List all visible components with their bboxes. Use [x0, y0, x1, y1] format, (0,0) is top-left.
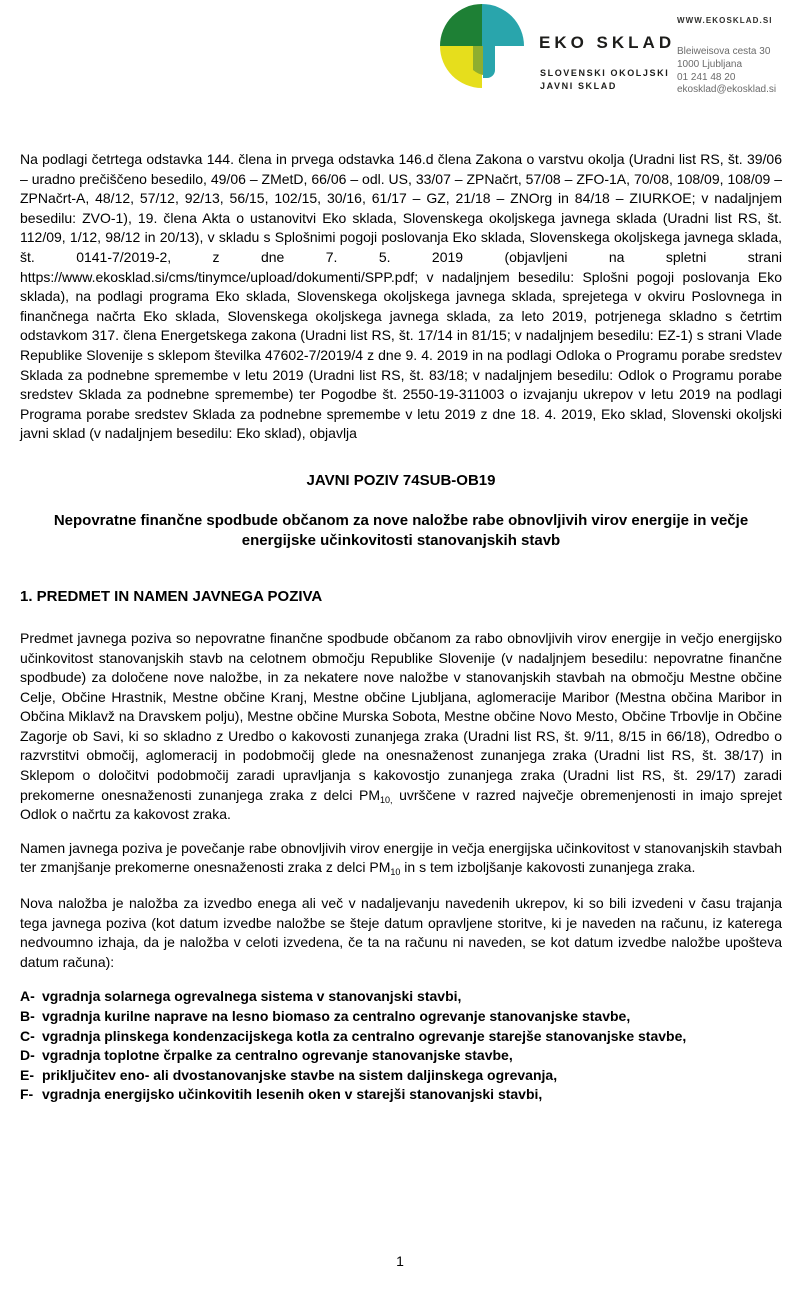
pm10-subscript: 10	[390, 867, 401, 878]
paragraph-namen	[20, 839, 782, 878]
brand-title: EKO SKLAD	[539, 33, 676, 52]
measure-label: A-	[20, 988, 35, 1005]
measure-text: vgradnja kurilne naprave na lesno biomaso za centralno ogrevanje stanovanjske stavbe,	[42, 1008, 631, 1024]
address-city: 1000 Ljubljana	[677, 58, 743, 70]
section-1-heading: 1. PREDMET IN NAMEN JAVNEGA POZIVA	[20, 587, 323, 605]
measure-item-e	[20, 1066, 782, 1086]
brand-subtitle-line2: JAVNI SKLAD	[540, 81, 617, 91]
address-email: ekosklad@ekosklad.si	[677, 84, 777, 96]
paragraph-namen-text: Namen javnega poziva je povečanje rabe obnovljivih virov energije in večja energijska učinkovitost v stanovanjskih stavbah ter zmanjšanje prekomerne onesnaženosti zraka z delci PM	[20, 839, 782, 876]
measure-item-b	[20, 1007, 782, 1027]
intro-paragraph: Na podlagi četrtega odstavka 144. člena in prvega odstavka 146.d člena Zakona o varstvu okolja (Uradni list RS, št. 39/06 – uradno prečiščeno besedilo, 49/06 – ZMetD, 66/06 – odl. US, 33/07 – ZPNačrt, 57/08 – ZFO-1A, 70/08, 108/09, 108/09 – ZPNačrt-A, 48/12, 57/12, 92/13, 56/15, 102/15, 30/16, 61/17 – GZ, 21/18 – ZNOrg in 84/18 – ZIURKOE; v nadaljnjem besedilu: ZVO-1), 19. člena Akta o ustanovitvi Eko sklada, Slovenskega okoljskega javnega sklada (Uradni list RS, št. 112/09, 1/12, 98/12 in 20/13), v skladu s Splošnimi pogoji poslovanja Eko sklada, Slovenskega okoljskega javnega sklada, št. 0141-7/2019-2, z dne 7. 5. 2019 (objavljeni na spletni strani https://www.ekosklad.si/cms/tinymce/upload/dokumenti/SPP.pdf; v nadaljnjem besedilu: Splošni pogoji poslovanja Eko sklada), na podlagi programa Eko sklada, Slovenskega okoljskega javnega sklada, sprejetega v okviru Poslovnega in finančnega načrta Eko sklada, Slovenskega okoljskega javnega sklada, za leto 2019, potrjenega skladno s četrtim odstavkom 317. člena Energetskega zakona (Uradni list RS, št. 17/14 in 81/15; v nadaljnjem besedilu: EZ-1) s strani Vlade Republike Slovenije s sklepom številka 47602-7/2019/4 z dne 9. 4. 2019 in na podlagi Odloka o Programu porabe sredstev Sklada za podnebne spremembe v letu 2019 (Uradni list RS, št. 83/18; v nadaljnjem besedilu: Odlok o Programu porabe sredstev Sklada za podnebne spremembe) ter Pogodbe št. 2550-19-311003 o izvajanju ukrepov v letu 2019 na podlagi Programa porabe sredstev Sklada za podnebne spremembe v letu 2019 z dne 18. 4. 2019, Eko sklad, Slovenski okoljski javni sklad (v nadaljnjem besedilu: Eko sklad), objavlja	[20, 151, 782, 442]
measure-text: vgradnja solarnega ogrevalnega sistema v stanovanjski stavbi,	[42, 988, 462, 1005]
measure-item-c	[20, 1027, 782, 1047]
paragraph-predmet-text-2: uvrščene v razred največje obremenjenosti in imajo sprejet Odlok o načrtu za kakovost zraka.	[20, 786, 782, 823]
measure-label: B-	[20, 1008, 35, 1024]
eko-sklad-logo-icon	[437, 4, 525, 102]
address-street: Bleiweisova cesta 30	[677, 46, 771, 57]
measure-label: D-	[20, 1047, 35, 1064]
measure-item-d	[20, 1046, 782, 1066]
address-phone: 01 241 48 20	[677, 71, 736, 83]
contact-block	[677, 16, 797, 97]
brand-subtitle	[540, 67, 669, 93]
measure-text: vgradnja energijsko učinkovitih lesenih oken v starejši stanovanjski stavbi,	[42, 1086, 543, 1103]
paragraph-predmet	[20, 629, 782, 825]
document-title: JAVNI POZIV 74SUB-OB19	[306, 471, 496, 489]
brand-subtitle-line1: SLOVENSKI OKOLJSKI	[540, 68, 670, 78]
document-body	[20, 150, 782, 1105]
measure-text: vgradnja toplotne črpalke za centralno ogrevanje stanovanjske stavbe,	[42, 1047, 513, 1064]
measure-label: E-	[20, 1066, 34, 1083]
measure-label: C-	[20, 1027, 35, 1044]
pm10-subscript: 10,	[380, 794, 393, 805]
measure-label: F-	[20, 1086, 34, 1103]
measure-text: priključitev eno- ali dvostanovanjske stavbe na sistem daljinskega ogrevanja,	[42, 1066, 558, 1083]
paragraph-nova-nalozba: Nova naložba je naložba za izvedbo enega ali več v nadaljevanju navedenih ukrepov, ki so bili izvedeni v času trajanja tega javnega poziva (kot datum izvedbe naložbe se šteje datum opravljene storitve, ki je naveden na računu, iz katerega nedvoumno izhaja, da je naložba v celoti izvedena, če ta na računu ni naveden, se kot datum izvedbe naložbe upošteva datum računa):	[20, 895, 782, 970]
measure-item-f	[20, 1085, 782, 1105]
measure-item-a	[20, 987, 782, 1007]
document-subtitle: Nepovratne finančne spodbude občanom za nove naložbe rabe obnovljivih virov energije in večje energijske učinkovitosti stanovanjskih stavb	[53, 511, 749, 549]
measure-text: vgradnja plinskega kondenzacijskega kotla za centralno ogrevanje starejše stanovanjske stavbe,	[42, 1027, 687, 1044]
measures-list	[20, 987, 782, 1105]
page-number: 1	[396, 1253, 404, 1269]
website-url: WWW.EKOSKLAD.SI	[677, 16, 773, 25]
paragraph-namen-text-2: in s tem izboljšanje kakovosti zunanjega zraka.	[400, 859, 696, 876]
paragraph-predmet-text: Predmet javnega poziva so nepovratne finančne spodbude občanom za rabo obnovljivih virov energije in večjo energijsko učinkovitost stanovanjskih stavb na celotnem območju Republike Slovenije (v nadaljnjem besedilu: nepovratne finančne spodbude) za določene nove naložbe, in za nekatere nove naložbe v stanovanjskih stavbah na območju Mestne občine Celje, Občine Hrastnik, Mestne občine Kranj, Mestne občine Ljubljana, aglomeracije Maribor (Mestna občina Maribor in Občina Miklavž na Dravskem polju), Mestne občine Murska Sobota, Mestne občine Novo Mesto, Občine Trbovlje in Občine Zagorje ob Savi, ki so skladno z Uredbo o kakovosti zunanjega zraka (Uradni list RS, št. 9/11, 8/15 in 66/18), Odredbo o razvrstitvi območij, aglomeracij in podobmočij glede na onesnaženost zunanjega zraka (Uradni list RS, št. 38/17) in Sklepom o določitvi podobmočij zaradi upravljanja s kakovostjo zunanjega zraka (Uradni list RS, št. 29/17) zaradi prekomerne onesnaženosti zunanjega zraka z delci PM	[20, 629, 782, 803]
address-lines	[677, 46, 797, 97]
